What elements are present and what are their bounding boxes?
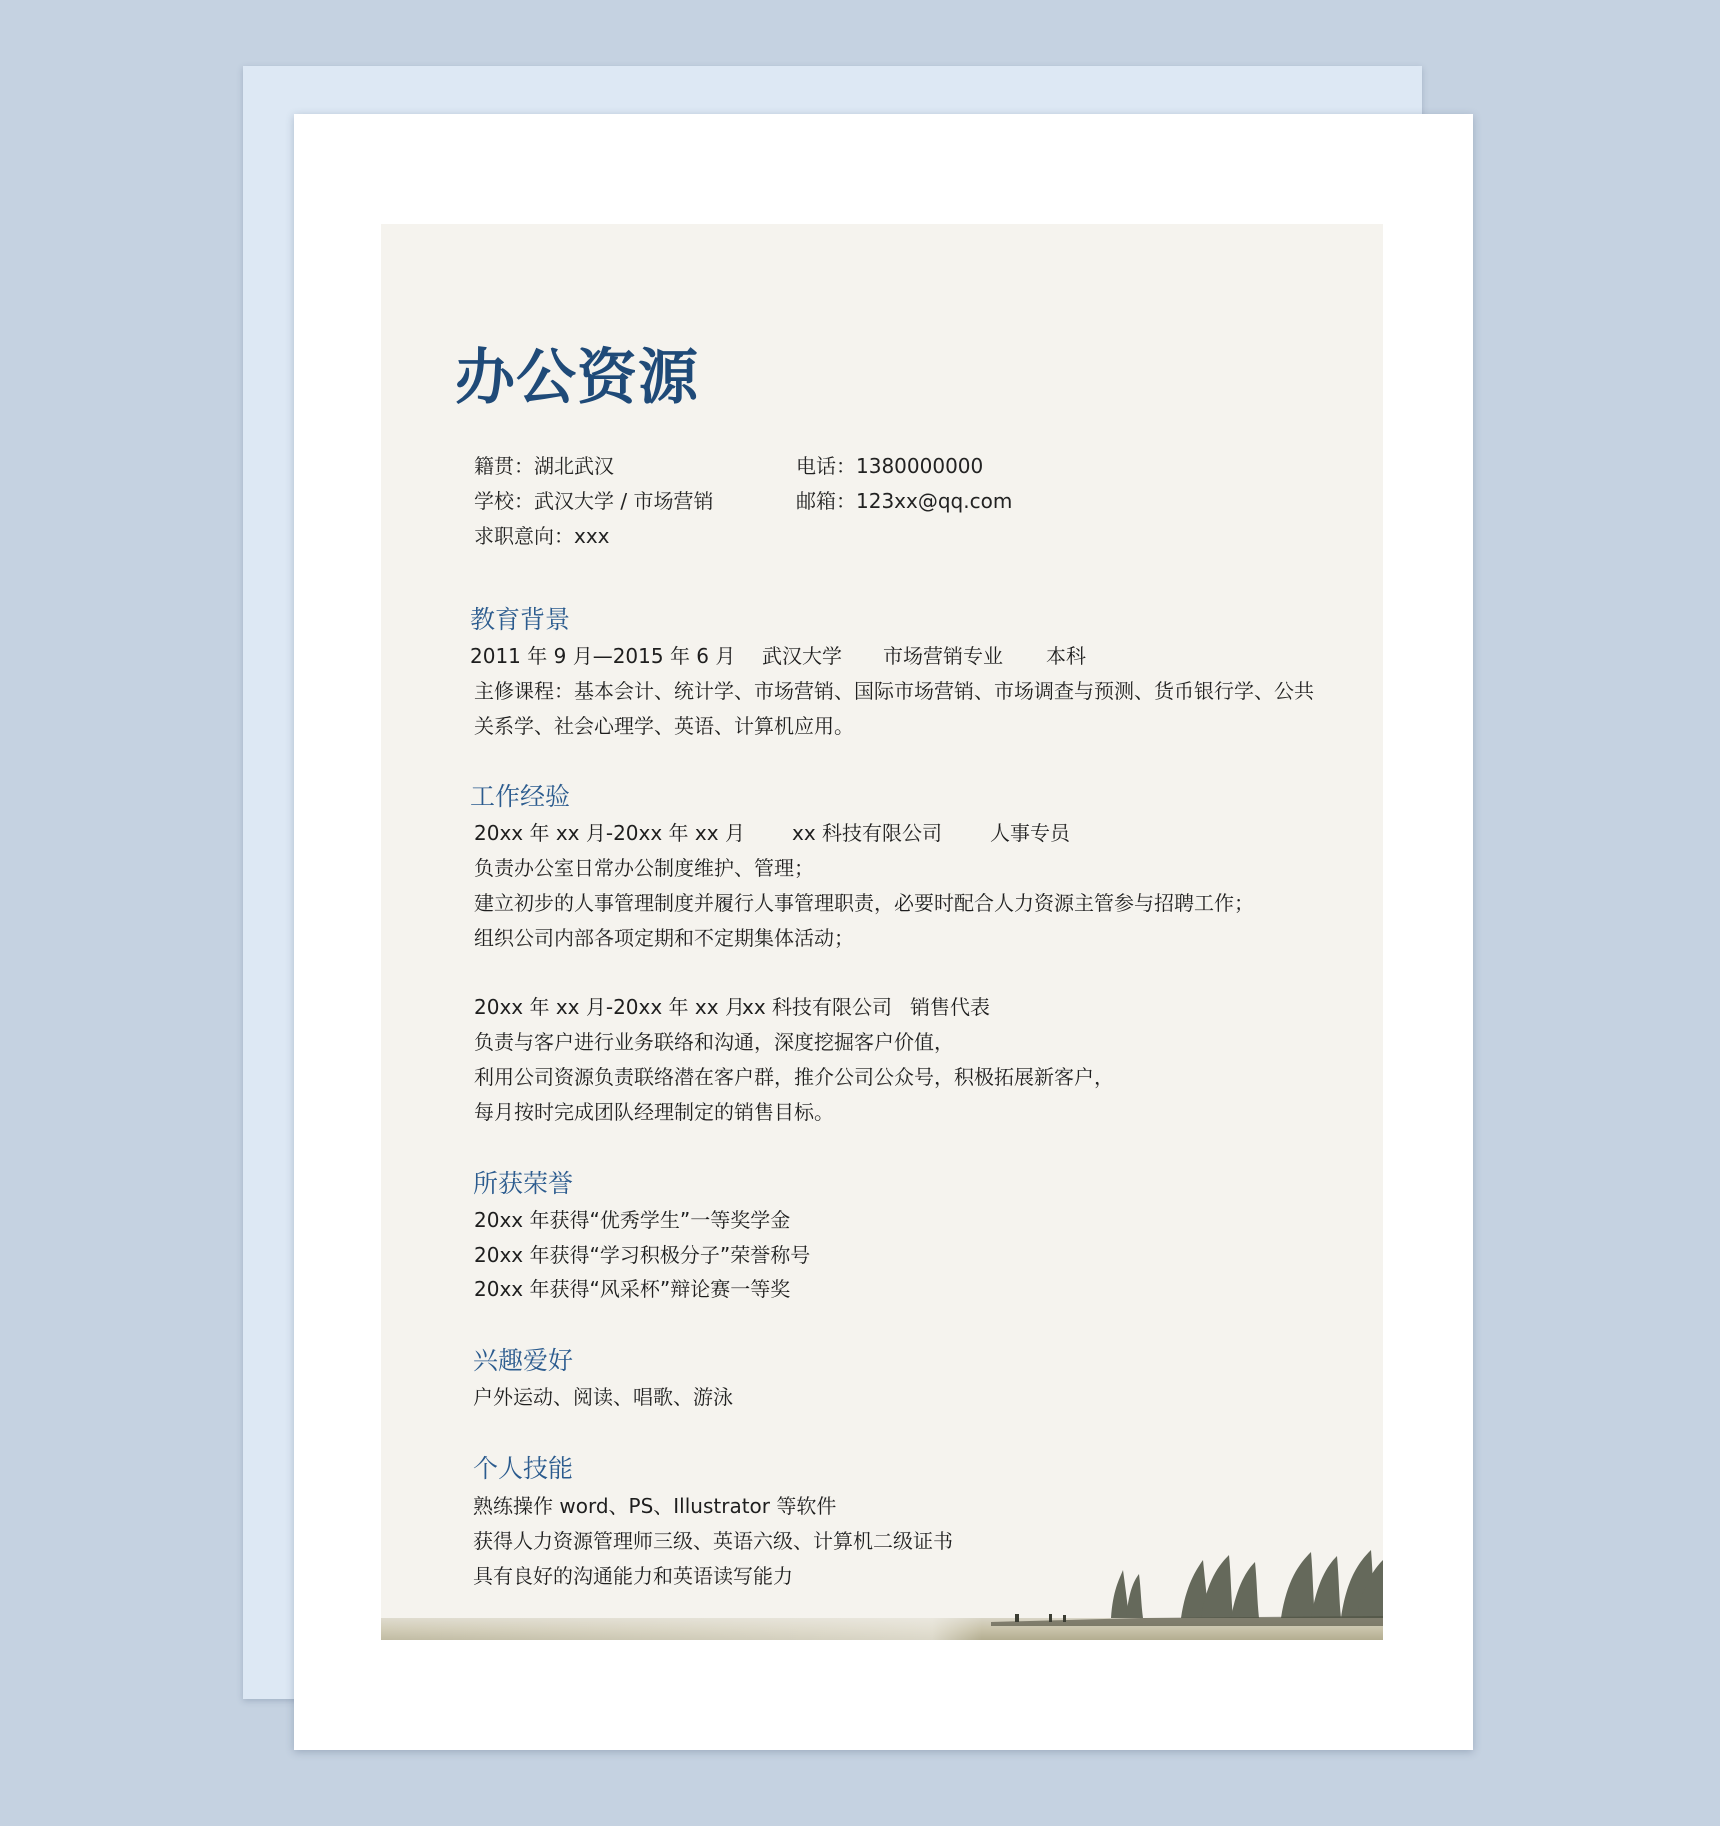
job-2-summary	[474, 995, 990, 1019]
job-1-role: 人事专员	[990, 821, 1070, 845]
hometown-row	[474, 454, 614, 478]
job-1-duty: 组织公司内部各项定期和不定期集体活动；	[474, 926, 854, 950]
hometown-value: 湖北武汉	[534, 454, 614, 478]
education-period: 2011 年 9 月—2015 年 6 月	[470, 644, 736, 668]
job-2-duty: 每月按时完成团队经理制定的销售目标。	[474, 1100, 834, 1124]
honor-item: 20xx 年获得“风采杯”辩论赛一等奖	[474, 1277, 791, 1301]
education-major: 市场营销专业	[883, 644, 1003, 668]
job-2-period: 20xx 年 xx 月-20xx 年 xx 月	[474, 995, 745, 1019]
job-1-company: xx 科技有限公司	[792, 821, 943, 845]
school-label: 学校：	[474, 489, 534, 513]
phone-value: 1380000000	[856, 454, 984, 478]
hobbies-heading: 兴趣爱好	[473, 1346, 574, 1375]
job-2-duty: 利用公司资源负责联络潜在客户群，推介公司公众号，积极拓展新客户，	[474, 1065, 1114, 1089]
job-1-duty: 负责办公室日常办公制度维护、管理；	[474, 856, 814, 880]
skill-item: 获得人力资源管理师三级、英语六级、计算机二级证书	[473, 1529, 953, 1553]
hobbies-text: 户外运动、阅读、唱歌、游泳	[473, 1385, 733, 1409]
landscape-illustration	[381, 1530, 1383, 1640]
job-2-role: 销售代表	[910, 995, 990, 1019]
school-row	[474, 489, 713, 513]
education-university: 武汉大学	[762, 644, 842, 668]
honor-item: 20xx 年获得“学习积极分子”荣誉称号	[474, 1243, 811, 1267]
courses-line-2: 关系学、社会心理学、英语、计算机应用。	[474, 714, 854, 738]
honor-item: 20xx 年获得“优秀学生”一等奖学金	[474, 1208, 791, 1232]
intent-value: xxx	[574, 524, 610, 548]
courses-line-1: 主修课程：基本会计、统计学、市场营销、国际市场营销、市场调查与预测、货币银行学、公共	[474, 679, 1314, 703]
intent-row	[474, 524, 610, 548]
job-1-duty: 建立初步的人事管理制度并履行人事管理职责，必要时配合人力资源主管参与招聘工作；	[474, 891, 1254, 915]
skill-item: 具有良好的沟通能力和英语读写能力	[473, 1564, 793, 1588]
resume-page	[381, 224, 1383, 1640]
education-summary	[470, 644, 1086, 668]
page-title: 办公资源	[455, 343, 699, 413]
phone-label: 电话：	[796, 454, 856, 478]
intent-label: 求职意向：	[474, 524, 574, 548]
skill-item: 熟练操作 word、PS、Illustrator 等软件	[473, 1494, 837, 1518]
hometown-label: 籍贯：	[474, 454, 534, 478]
school-value: 武汉大学 / 市场营销	[534, 489, 714, 513]
email-label: 邮箱：	[796, 489, 856, 513]
education-heading: 教育背景	[470, 605, 571, 634]
skills-heading: 个人技能	[473, 1454, 574, 1483]
honors-heading: 所获荣誉	[473, 1169, 574, 1198]
email-value: 123xx@qq.com	[856, 489, 1013, 513]
email-row	[796, 489, 1012, 513]
job-1-summary	[474, 821, 1070, 845]
job-1-period: 20xx 年 xx 月-20xx 年 xx 月	[474, 821, 745, 845]
job-2-duty: 负责与客户进行业务联络和沟通，深度挖掘客户价值，	[474, 1030, 954, 1054]
job-2-company: xx 科技有限公司	[742, 995, 893, 1019]
phone-row	[796, 454, 983, 478]
work-heading: 工作经验	[470, 782, 571, 811]
education-degree: 本科	[1046, 644, 1086, 668]
